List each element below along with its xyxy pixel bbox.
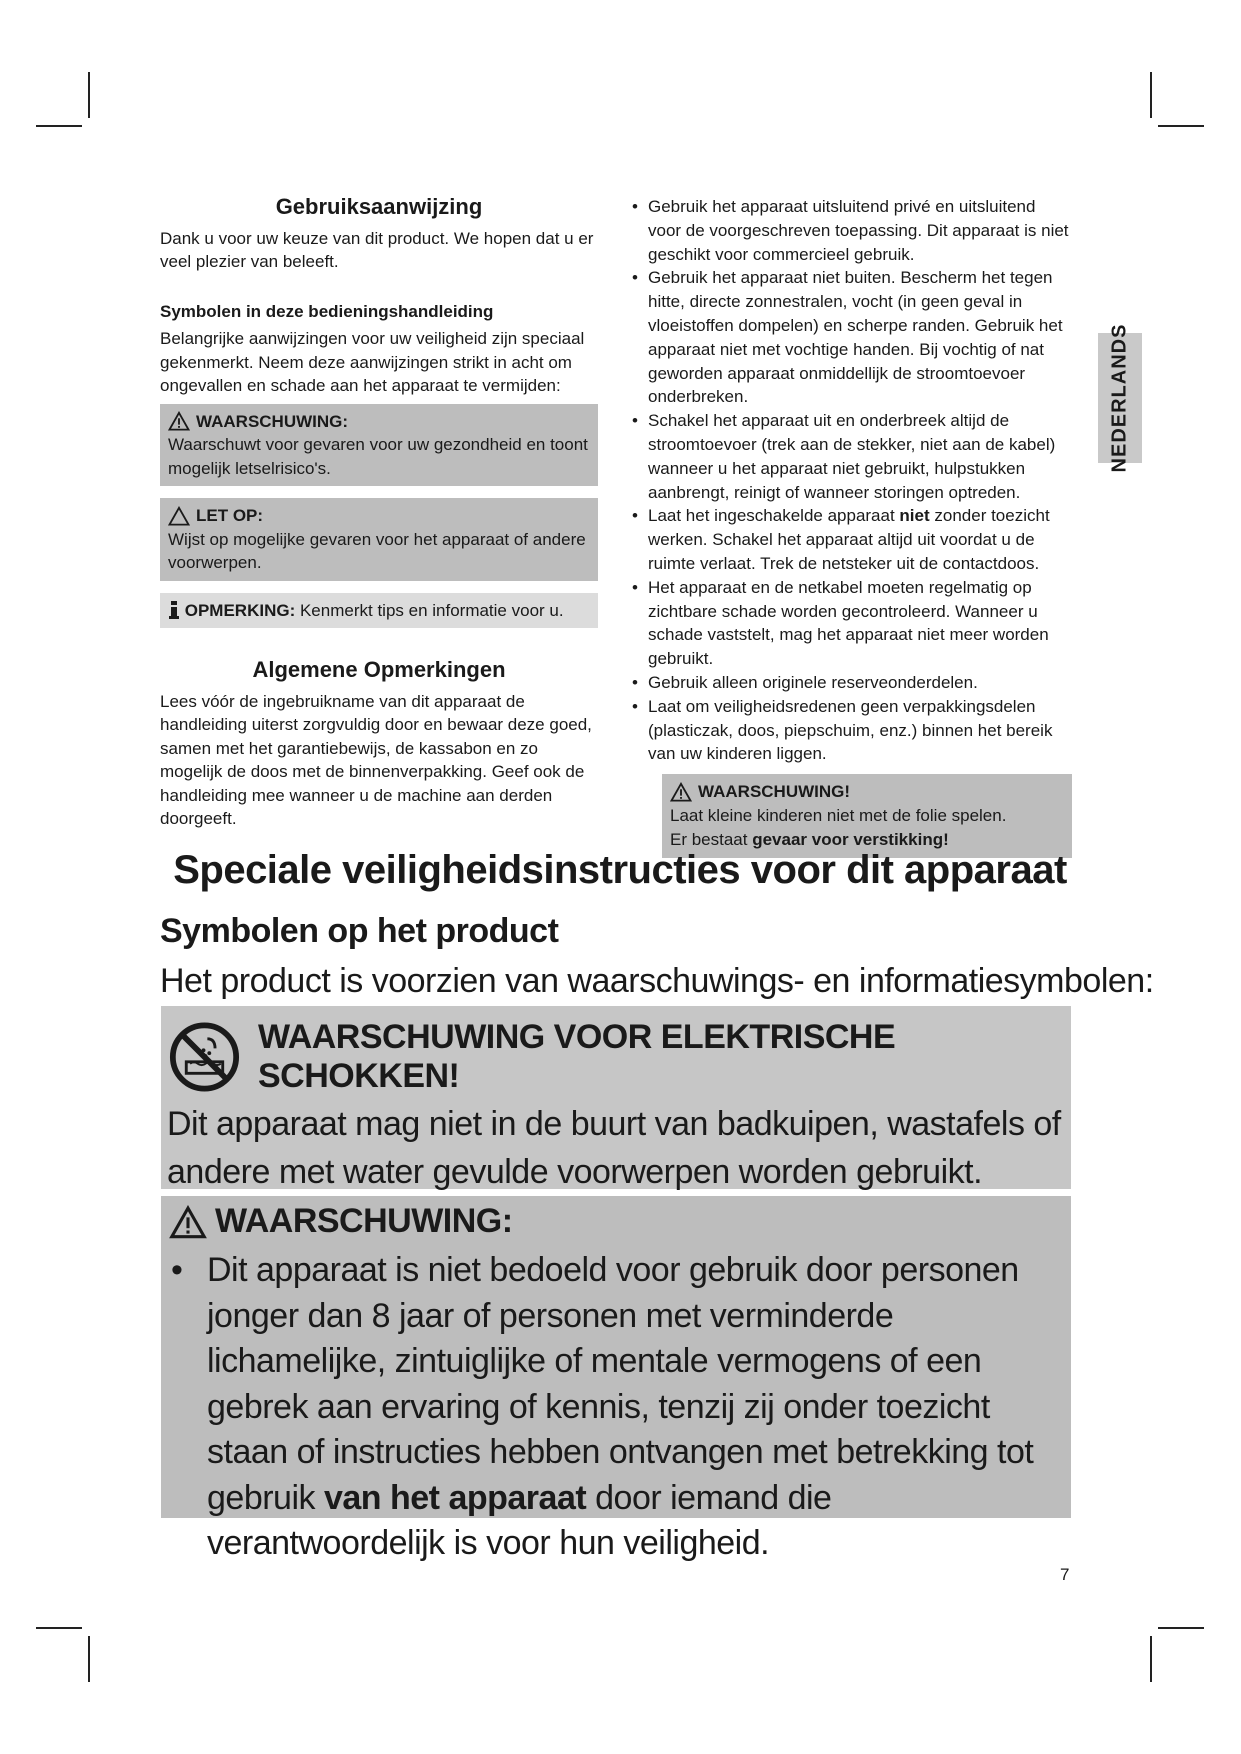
list-item: • Het apparaat en de netkabel moeten regelmatig op zichtbare schade worden gecontroleerd. Wanneer u schade vaststelt, mag het apparaat niet meer worden gebruikt. (632, 576, 1072, 671)
list-item: • Gebruik het apparaat uitsluitend privé en uitsluitend voor de voorgeschreven toepassing. Dit apparaat is niet geschikt voor commercieel gebruik. (632, 195, 1072, 266)
note-legend-box (160, 593, 598, 629)
warning-triangle-icon (169, 1205, 207, 1239)
warning-triangle-icon (670, 782, 692, 802)
suffocation-warning-title (670, 780, 1064, 804)
manual-title: Gebruiksaanwijzing (275, 194, 483, 219)
suffocation-warning-line1: Laat kleine kinderen niet met de folie spelen. (670, 805, 1007, 825)
bullet-bold: niet (899, 506, 930, 526)
crop-mark (1150, 1636, 1152, 1682)
caution-legend-text: Wijst op mogelijke gevaren voor het apparaat of andere voorwerpen. (168, 529, 586, 572)
electric-shock-warning-text: Dit apparaat mag niet in de buurt van badkuipen, wastafels of andere met water gevulde voorwerpen worden gebruikt. (167, 1105, 1061, 1191)
warning-bold-text: gevaar voor verstikking! (752, 829, 949, 849)
symbols-text: Belangrijke aanwijzingen voor uw veiligheid zijn speciaal gekenmerkt. Neem deze aanwijzingen strikt in acht om ongevallen en schade aan het apparaat te vermijden: (160, 329, 585, 395)
suffocation-warning-label: WAARSCHUWING! (698, 782, 851, 802)
info-icon (168, 601, 180, 619)
language-tab (1098, 323, 1142, 473)
list-item (632, 504, 1072, 575)
bullet-text: Laat het ingeschakelde apparaat (648, 506, 900, 526)
list-item: • Gebruik het apparaat niet buiten. Bescherm het tegen hitte, directe zonnestralen, vocht (in geen geval in vloeistoffen dompelen) en scherpe randen. Gebruik het apparaat niet met vochtige handen. Bij vochtig of nat geworden apparaat onmiddellijk de stroomtoevoer onderbreken. (632, 266, 1072, 409)
crop-mark (88, 1636, 90, 1682)
symbols-heading: Symbolen in deze bedieningshandleiding (160, 301, 494, 321)
warning-legend-title (168, 410, 590, 434)
right-column (632, 195, 1072, 858)
crop-mark (1158, 125, 1204, 127)
left-column (160, 195, 598, 831)
children-warning-header (169, 1202, 513, 1241)
caution-legend-title (168, 504, 590, 528)
crop-mark (88, 72, 90, 118)
warning-legend-text: Waarschuwt voor gevaren voor uw gezondheid en toont mogelijk letselrisico's. (168, 435, 588, 478)
general-text: Lees vóór de ingebruikname van dit apparaat de handleiding uiterst zorgvuldig door en bewaar deze goed, samen met het garantiebewijs, de kassabon en zo mogelijk de doos met de binnenverpakking. Geef ook de handleiding mee wanneer u de machine aan derden doorgeeft. (160, 691, 592, 828)
electric-shock-warning-title: WAARSCHUWING VOOR ELEKTRISCHE SCHOKKEN! (257, 1018, 896, 1095)
product-symbols-intro: Het product is voorzien van waarschuwings- en informatiesymbolen: (160, 962, 1154, 1000)
children-warning-list (171, 1248, 1061, 1567)
no-water-icon (169, 1020, 240, 1094)
electric-shock-warning-box (161, 1006, 1071, 1189)
list-item: • Laat om veiligheidsredenen geen verpakkingsdelen (plasticzak, doos, piepschuim, enz.) binnen het bereik van uw kinderen liggen. (632, 695, 1072, 766)
warning-text: door iemand die verantwoordelijk is voor hun veiligheid. (207, 1478, 832, 1562)
warning-legend-box (160, 404, 598, 487)
bullet-text: zonder toezicht werken. Schakel het apparaat altijd uit voordat u de ruimte verlaat. Trek de netsteker uit de contactdoos. (648, 506, 1050, 573)
warning-legend-label: WAARSCHUWING: (196, 411, 349, 431)
caution-legend-label: LET OP: (196, 506, 264, 525)
list-item (171, 1248, 1061, 1567)
crop-mark (1158, 1627, 1204, 1629)
note-legend-label: OPMERKING: (184, 600, 296, 620)
language-tab-label: NEDERLANDS (1108, 323, 1131, 473)
children-warning-box (161, 1196, 1071, 1562)
warning-text: Dit apparaat is niet bedoeld voor gebruik door personen jonger dan 8 jaar of personen met verminderde lichamelijke, zintuiglijke of mentale vermogens of een gebrek aan ervaring of kennis, tenzij zij onder toezicht staan of instructies hebben ontvangen met betrekking tot gebruik (207, 1251, 1034, 1517)
crop-mark (36, 1627, 82, 1629)
warning-text: Er bestaat (670, 829, 753, 849)
children-warning-title: WAARSCHUWING: (215, 1202, 513, 1240)
page-number: 7 (1060, 1565, 1070, 1584)
intro-text: Dank u voor uw keuze van dit product. We hopen dat u er veel plezier van beleeft. (160, 228, 594, 271)
note-legend-text: Kenmerkt tips en informatie voor u. (299, 600, 564, 620)
electric-shock-warning-header (169, 1018, 1071, 1096)
safety-bullets (632, 195, 1072, 766)
list-item: • Schakel het apparaat uit en onderbreek altijd de stroomtoevoer (trek aan de stekker, niet aan de kabel) wanneer u het apparaat niet gebruikt, hulpstukken aanbrengt, reinigt of wanneer storingen optreden. (632, 409, 1072, 504)
crop-mark (1150, 72, 1152, 118)
caution-legend-box (160, 498, 598, 581)
suffocation-warning-box (662, 774, 1072, 857)
warning-bold-text: van het apparaat (323, 1478, 587, 1517)
warning-triangle-icon (168, 411, 190, 431)
product-symbols-title: Symbolen op het product (160, 912, 559, 950)
general-title: Algemene Opmerkingen (252, 657, 506, 682)
crop-mark (36, 125, 82, 127)
list-item: • Gebruik alleen originele reserveonderdelen. (632, 671, 1072, 695)
caution-triangle-icon (168, 506, 190, 526)
special-safety-title: Speciale veiligheidsinstructies voor dit apparaat (173, 848, 1067, 892)
